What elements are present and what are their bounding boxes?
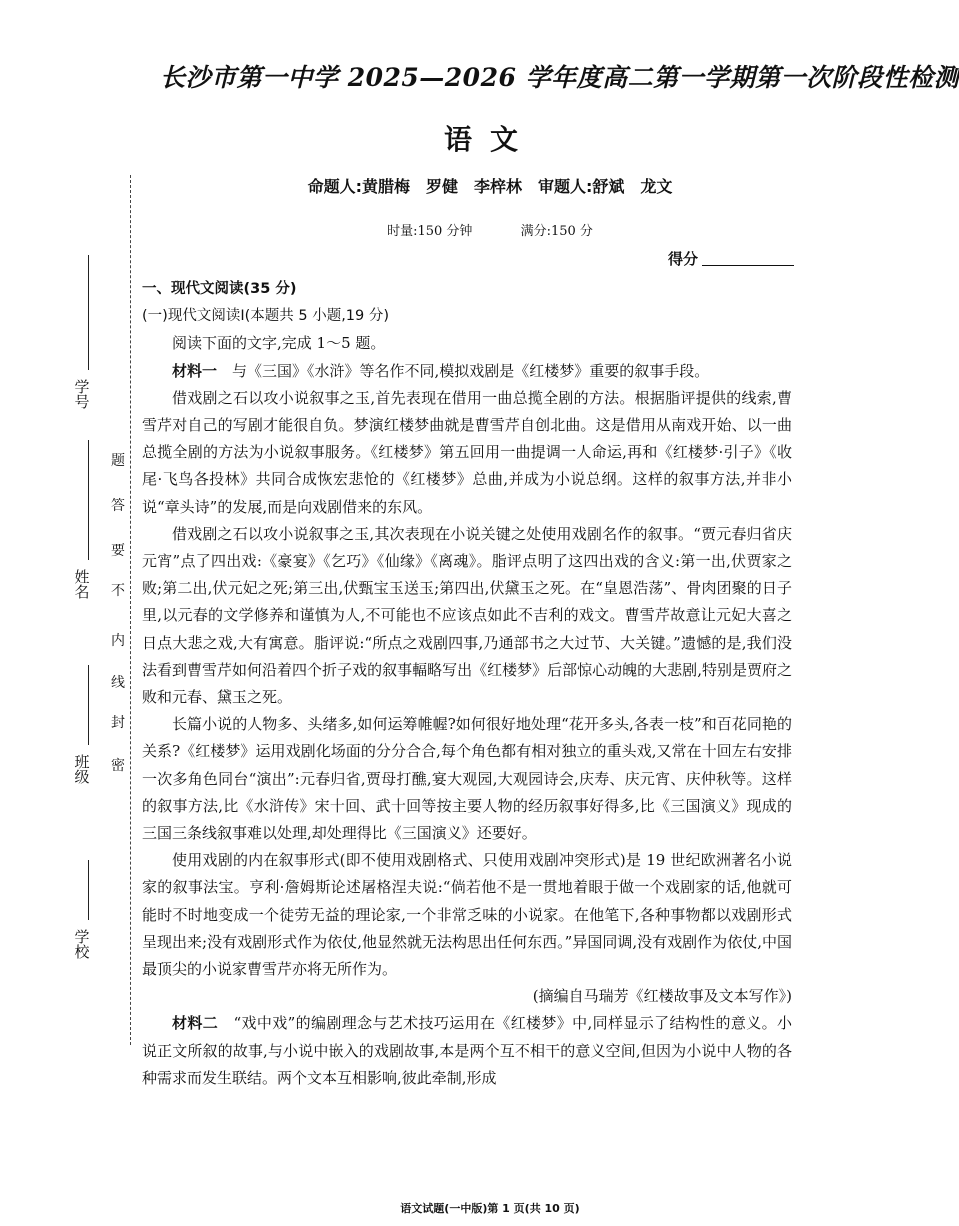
subsection-heading: (一)现代文阅读Ⅰ(本题共 5 小题,19 分): [142, 308, 390, 325]
material1-intro: [142, 358, 792, 385]
school-line: [88, 860, 89, 920]
seal-char: 不: [111, 583, 125, 599]
material1-label: 材料一: [172, 361, 218, 380]
binding-margin: [0, 0, 140, 1226]
page-footer: 语文试题(一中版)第 1 页(共 10 页): [400, 1202, 580, 1215]
time-limit: 时量:150 分钟: [387, 224, 473, 239]
class-line: [88, 665, 89, 745]
seal-char: 封: [111, 715, 125, 731]
paragraph: 借戏剧之石以攻小说叙事之玉,首先表现在借用一曲总揽全剧的方法。根据脂评提供的线索,曹雪芹对自己的写剧才能很自负。梦演红楼梦曲就是曹雪芹自创北曲。这是借用从南戏开始、以一曲总揽全剧的方法为小说叙事服务。《红楼梦》第五回用一曲提调一人命运,再和《红楼梦·引子》《收尾·飞鸟各投林》共同合成恢宏悲怆的《红楼梦》总曲,并成为小说总纲。这样的叙事方法,并非小说“章头诗”的发展,而是向戏剧借来的东风。: [142, 388, 792, 516]
id-label: 学 号: [74, 378, 90, 411]
seal-char: 密: [111, 758, 125, 774]
material1-text: 与《三国》《水浒》等名作不同,模拟戏剧是《红楼梦》重要的叙事手段。: [232, 361, 710, 380]
score-label: 得分: [668, 250, 699, 268]
score-blank[interactable]: [702, 265, 794, 266]
section-heading: 一、现代文阅读(35 分): [142, 281, 297, 297]
material2-intro: [142, 1010, 792, 1092]
full-score: 满分:150 分: [520, 224, 593, 239]
material2-text: “戏中戏”的编剧理念与艺术技巧运用在《红楼梦》中,同样显示了结构性的意义。小说正文所叙的故事,与小说中嵌入的戏剧故事,本是两个互不相干的意义空间,但因为小说中人物的各种需求而发生联结。两个文本互相影响,彼此牵制,形成: [142, 1014, 792, 1087]
exam-meta: [160, 220, 820, 239]
id-line: [88, 255, 89, 370]
seal-char: 内: [111, 633, 125, 649]
seal-char: 答: [111, 498, 125, 514]
authors-line: 命题人:黄腊梅 罗健 李梓林 审题人:舒斌 龙文: [307, 177, 673, 196]
score-field: [668, 248, 794, 269]
material2-label: 材料二: [172, 1014, 219, 1033]
seal-char: 要: [111, 543, 125, 559]
source-citation: (摘编自马瑞芳《红楼故事及文本写作》): [532, 987, 792, 1006]
paragraph: 长篇小说的人物多、头绪多,如何运筹帷幄?如何很好地处理“花开多头,各表一枝”和百花同艳的关系?《红楼梦》运用戏剧化场面的分分合合,每个角色都有相对独立的重头戏,又常在十回左右安排一次多角色同台“演出”:元春归省,贾母打醮,宴大观园,大观园诗会,庆寿、庆元宵、庆仲秋等。这样的叙事方法,比《水浒传》宋十回、武十回等按主要人物的经历叙事好得多,比《三国演义》现成的三国三条线叙事难以处理,却处理得比《三国演义》还要好。: [142, 715, 792, 843]
class-label: 班 级: [74, 753, 90, 786]
name-label: 姓 名: [74, 568, 90, 601]
paragraph: 借戏剧之石以攻小说叙事之玉,其次表现在小说关键之处使用戏剧名作的叙事。“贾元春归省庆元宵”点了四出戏:《豪宴》《乞巧》《仙缘》《离魂》。脂评点明了这四出戏的含义:第一出,伏贾家之败;第二出,伏元妃之死;第三出,伏甄宝玉送玉;第四出,伏黛玉之死。在“皇恩浩荡”、骨肉团聚的日子里,以元春的文学修养和谨慎为人,不可能也不应该点如此不吉利的戏文。曹雪芹故意让元妃大喜之日点大悲之戏,大有寓意。脂评说:“所点之戏剧四事,乃通部书之大过节、大关键。”遗憾的是,我们没法看到曹雪芹如何沿着四个折子戏的叙事輻略写出《红楼梦》后部惊心动魄的大悲剧,特别是贾府之败和元春、黛玉之死。: [142, 524, 792, 707]
seal-dashed-line: [130, 175, 131, 1045]
seal-char: 题: [111, 453, 125, 469]
exam-body: [142, 276, 792, 1092]
paragraph: 使用戏剧的内在叙事形式(即不使用戏剧格式、只使用戏剧冲突形式)是 19 世纪欧洲著名小说家的叙事法宝。亨利·詹姆斯论述屠格涅夫说:“倘若他不是一贯地着眼于做一个戏剧家的话,他就可能时不时地变成一个徒劳无益的理论家,一个非常乏味的小说家。在他笔下,各种事物都以戏剧形式呈现出来;没有戏剧形式作为依仗,他显然就无法构思出任何东西。”异国同调,没有戏剧作为依仗,中国最顶尖的小说家曹雪芹亦将无所作为。: [142, 851, 792, 979]
seal-char: 线: [111, 675, 125, 691]
name-line: [88, 440, 89, 560]
subject-title: 语文: [443, 123, 536, 156]
school-label: 学 校: [74, 928, 90, 961]
instruction: 阅读下面的文字,完成 1～5 题。: [172, 334, 386, 353]
exam-title: 长沙市第一中学 2025—2026 学年度高二第一学期第一次阶段性检测: [160, 63, 959, 92]
